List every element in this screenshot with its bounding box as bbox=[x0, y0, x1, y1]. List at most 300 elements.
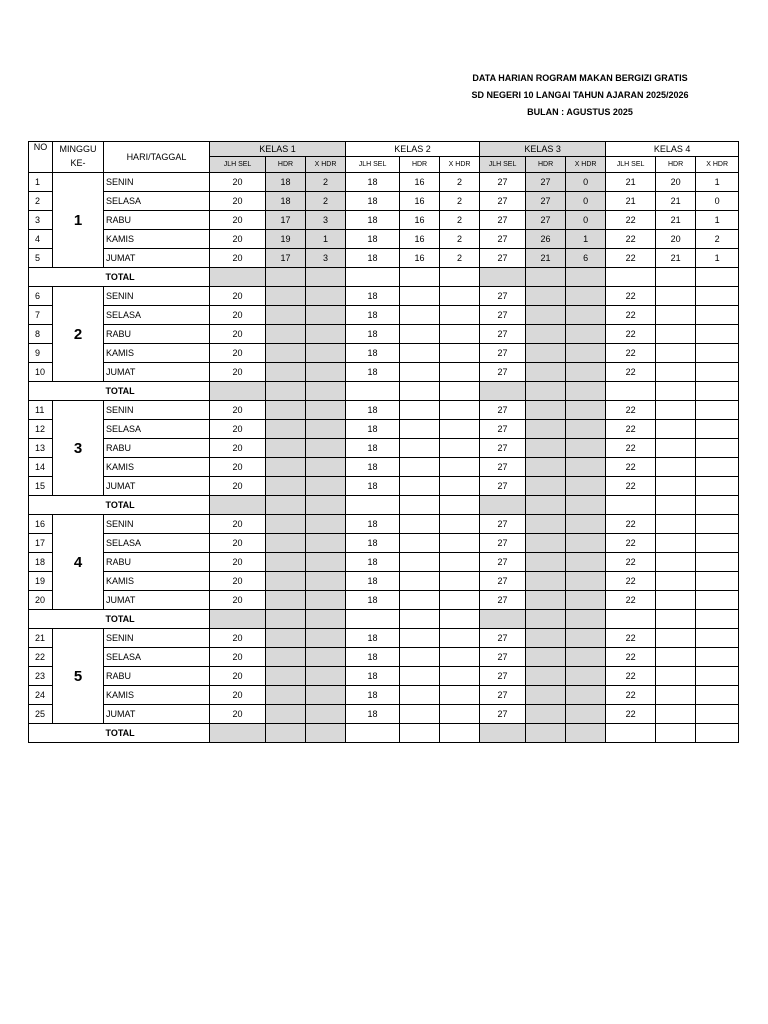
hdr-cell: 21 bbox=[656, 249, 696, 268]
header-row-1 bbox=[29, 142, 739, 157]
jlh-sel-cell: 18 bbox=[346, 686, 400, 705]
hdr-cell bbox=[266, 705, 306, 724]
hdr-cell: 27 bbox=[526, 211, 566, 230]
sub-x-hdr: X HDR bbox=[696, 157, 739, 173]
jlh-sel-cell: 27 bbox=[480, 686, 526, 705]
jlh-sel-cell: 20 bbox=[210, 401, 266, 420]
x-hdr-cell bbox=[306, 439, 346, 458]
hdr-cell bbox=[656, 458, 696, 477]
jlh-sel-cell: 18 bbox=[346, 591, 400, 610]
x-hdr-cell: 3 bbox=[306, 249, 346, 268]
x-hdr-cell bbox=[440, 534, 480, 553]
jlh-sel-cell: 27 bbox=[480, 629, 526, 648]
jlh-sel-cell: 27 bbox=[480, 287, 526, 306]
jlh-sel-cell: 27 bbox=[480, 420, 526, 439]
jlh-sel-cell: 20 bbox=[210, 515, 266, 534]
jlh-sel-cell: 22 bbox=[606, 515, 656, 534]
row-no: 25 bbox=[29, 705, 53, 724]
jlh-sel-cell: 27 bbox=[480, 230, 526, 249]
hdr-cell bbox=[526, 344, 566, 363]
row-no: 1 bbox=[29, 173, 53, 192]
jlh-sel-cell: 22 bbox=[606, 648, 656, 667]
total-cell bbox=[526, 382, 566, 401]
x-hdr-cell: 2 bbox=[696, 230, 739, 249]
row-no: 23 bbox=[29, 667, 53, 686]
jlh-sel-cell: 22 bbox=[606, 439, 656, 458]
jlh-sel-cell: 22 bbox=[606, 230, 656, 249]
hdr-cell bbox=[526, 287, 566, 306]
hdr-cell bbox=[266, 401, 306, 420]
total-label: TOTAL bbox=[104, 724, 210, 743]
row-no: 20 bbox=[29, 591, 53, 610]
x-hdr-cell bbox=[440, 420, 480, 439]
title-line-1: DATA HARIAN ROGRAM MAKAN BERGIZI GRATIS bbox=[472, 73, 688, 83]
total-label: TOTAL bbox=[104, 610, 210, 629]
attendance-table bbox=[28, 141, 739, 743]
jlh-sel-cell: 18 bbox=[346, 458, 400, 477]
jlh-sel-cell: 27 bbox=[480, 192, 526, 211]
x-hdr-cell bbox=[566, 458, 606, 477]
total-row bbox=[29, 268, 739, 287]
hdr-cell bbox=[266, 477, 306, 496]
x-hdr-cell bbox=[306, 458, 346, 477]
table-row bbox=[29, 420, 739, 439]
jlh-sel-cell: 18 bbox=[346, 629, 400, 648]
x-hdr-cell bbox=[440, 591, 480, 610]
row-day: KAMIS bbox=[104, 230, 210, 249]
row-day: RABU bbox=[104, 667, 210, 686]
row-no: 17 bbox=[29, 534, 53, 553]
hdr-cell bbox=[656, 686, 696, 705]
jlh-sel-cell: 20 bbox=[210, 325, 266, 344]
x-hdr-cell bbox=[696, 553, 739, 572]
jlh-sel-cell: 22 bbox=[606, 534, 656, 553]
hdr-cell: 18 bbox=[266, 173, 306, 192]
hdr-cell bbox=[400, 629, 440, 648]
total-cell bbox=[210, 610, 266, 629]
hdr-cell bbox=[656, 572, 696, 591]
jlh-sel-cell: 22 bbox=[606, 705, 656, 724]
hdr-cell bbox=[656, 344, 696, 363]
x-hdr-cell bbox=[696, 572, 739, 591]
total-cell bbox=[696, 496, 739, 515]
hdr-cell bbox=[656, 401, 696, 420]
hdr-cell bbox=[266, 553, 306, 572]
x-hdr-cell bbox=[306, 705, 346, 724]
x-hdr-cell bbox=[440, 401, 480, 420]
hdr-cell bbox=[266, 287, 306, 306]
jlh-sel-cell: 18 bbox=[346, 401, 400, 420]
x-hdr-cell bbox=[696, 648, 739, 667]
hdr-cell bbox=[400, 458, 440, 477]
hdr-cell: 21 bbox=[526, 249, 566, 268]
x-hdr-cell: 2 bbox=[440, 249, 480, 268]
hdr-cell bbox=[656, 515, 696, 534]
x-hdr-cell bbox=[306, 534, 346, 553]
total-cell bbox=[440, 724, 480, 743]
total-cell bbox=[346, 724, 400, 743]
jlh-sel-cell: 20 bbox=[210, 211, 266, 230]
total-cell bbox=[606, 610, 656, 629]
total-cell bbox=[400, 268, 440, 287]
jlh-sel-cell: 18 bbox=[346, 705, 400, 724]
hdr-cell: 16 bbox=[400, 211, 440, 230]
table-row bbox=[29, 667, 739, 686]
hdr-cell bbox=[656, 420, 696, 439]
hdr-cell bbox=[400, 306, 440, 325]
jlh-sel-cell: 18 bbox=[346, 211, 400, 230]
hdr-cell bbox=[266, 344, 306, 363]
row-no: 5 bbox=[29, 249, 53, 268]
jlh-sel-cell: 20 bbox=[210, 230, 266, 249]
total-cell bbox=[480, 382, 526, 401]
hdr-cell bbox=[266, 629, 306, 648]
row-day: SENIN bbox=[104, 287, 210, 306]
x-hdr-cell bbox=[566, 325, 606, 344]
hdr-cell: 21 bbox=[656, 211, 696, 230]
x-hdr-cell bbox=[440, 306, 480, 325]
total-label: TOTAL bbox=[104, 496, 210, 515]
total-cell bbox=[400, 610, 440, 629]
x-hdr-cell bbox=[566, 667, 606, 686]
total-cell bbox=[440, 268, 480, 287]
table-row bbox=[29, 287, 739, 306]
total-cell bbox=[346, 610, 400, 629]
total-cell bbox=[266, 496, 306, 515]
x-hdr-cell bbox=[306, 344, 346, 363]
hdr-cell bbox=[400, 705, 440, 724]
total-cell bbox=[656, 610, 696, 629]
header-kelas-1: KELAS 1 bbox=[210, 142, 346, 157]
row-day: SELASA bbox=[104, 534, 210, 553]
row-day: RABU bbox=[104, 439, 210, 458]
x-hdr-cell bbox=[440, 344, 480, 363]
jlh-sel-cell: 22 bbox=[606, 401, 656, 420]
jlh-sel-cell: 20 bbox=[210, 439, 266, 458]
x-hdr-cell bbox=[696, 287, 739, 306]
hdr-cell bbox=[526, 572, 566, 591]
hdr-cell bbox=[526, 591, 566, 610]
x-hdr-cell bbox=[306, 667, 346, 686]
jlh-sel-cell: 22 bbox=[606, 211, 656, 230]
row-no: 18 bbox=[29, 553, 53, 572]
jlh-sel-cell: 18 bbox=[346, 230, 400, 249]
total-cell bbox=[210, 496, 266, 515]
row-day: JUMAT bbox=[104, 249, 210, 268]
hdr-cell bbox=[526, 401, 566, 420]
x-hdr-cell bbox=[566, 553, 606, 572]
x-hdr-cell bbox=[306, 648, 346, 667]
jlh-sel-cell: 20 bbox=[210, 553, 266, 572]
jlh-sel-cell: 27 bbox=[480, 553, 526, 572]
table-row bbox=[29, 344, 739, 363]
total-cell bbox=[656, 382, 696, 401]
x-hdr-cell bbox=[566, 705, 606, 724]
x-hdr-cell bbox=[566, 648, 606, 667]
table-row bbox=[29, 249, 739, 268]
total-cell bbox=[440, 382, 480, 401]
hdr-cell bbox=[656, 439, 696, 458]
jlh-sel-cell: 20 bbox=[210, 458, 266, 477]
total-cell bbox=[696, 268, 739, 287]
x-hdr-cell bbox=[696, 591, 739, 610]
hdr-cell bbox=[656, 648, 696, 667]
jlh-sel-cell: 18 bbox=[346, 306, 400, 325]
week-number: 1 bbox=[53, 173, 104, 268]
jlh-sel-cell: 22 bbox=[606, 363, 656, 382]
jlh-sel-cell: 18 bbox=[346, 439, 400, 458]
total-label: TOTAL bbox=[104, 268, 210, 287]
hdr-cell bbox=[526, 477, 566, 496]
jlh-sel-cell: 27 bbox=[480, 173, 526, 192]
jlh-sel-cell: 22 bbox=[606, 344, 656, 363]
table-row bbox=[29, 534, 739, 553]
total-blank bbox=[29, 496, 104, 515]
table-row bbox=[29, 686, 739, 705]
row-day: KAMIS bbox=[104, 458, 210, 477]
hdr-cell bbox=[656, 591, 696, 610]
week-number: 3 bbox=[53, 401, 104, 496]
x-hdr-cell bbox=[566, 344, 606, 363]
total-label: TOTAL bbox=[104, 382, 210, 401]
x-hdr-cell bbox=[306, 420, 346, 439]
row-no: 2 bbox=[29, 192, 53, 211]
hdr-cell: 20 bbox=[656, 230, 696, 249]
total-cell bbox=[656, 724, 696, 743]
sub-x-hdr: X HDR bbox=[566, 157, 606, 173]
x-hdr-cell bbox=[566, 306, 606, 325]
x-hdr-cell bbox=[696, 629, 739, 648]
hdr-cell bbox=[400, 344, 440, 363]
row-day: SELASA bbox=[104, 192, 210, 211]
x-hdr-cell bbox=[440, 553, 480, 572]
x-hdr-cell bbox=[440, 686, 480, 705]
jlh-sel-cell: 18 bbox=[346, 648, 400, 667]
hdr-cell bbox=[656, 306, 696, 325]
jlh-sel-cell: 20 bbox=[210, 705, 266, 724]
jlh-sel-cell: 18 bbox=[346, 534, 400, 553]
jlh-sel-cell: 27 bbox=[480, 211, 526, 230]
jlh-sel-cell: 20 bbox=[210, 173, 266, 192]
hdr-cell bbox=[526, 629, 566, 648]
hdr-cell bbox=[656, 534, 696, 553]
jlh-sel-cell: 20 bbox=[210, 648, 266, 667]
x-hdr-cell bbox=[566, 477, 606, 496]
x-hdr-cell: 1 bbox=[696, 249, 739, 268]
x-hdr-cell bbox=[696, 705, 739, 724]
hdr-cell bbox=[400, 572, 440, 591]
x-hdr-cell bbox=[566, 287, 606, 306]
hdr-cell bbox=[400, 325, 440, 344]
hdr-cell bbox=[526, 363, 566, 382]
jlh-sel-cell: 20 bbox=[210, 686, 266, 705]
x-hdr-cell bbox=[696, 667, 739, 686]
x-hdr-cell bbox=[440, 287, 480, 306]
x-hdr-cell bbox=[440, 629, 480, 648]
x-hdr-cell bbox=[566, 534, 606, 553]
x-hdr-cell bbox=[306, 401, 346, 420]
hdr-cell bbox=[656, 705, 696, 724]
x-hdr-cell bbox=[440, 325, 480, 344]
jlh-sel-cell: 27 bbox=[480, 648, 526, 667]
total-cell bbox=[526, 496, 566, 515]
hdr-cell bbox=[656, 325, 696, 344]
jlh-sel-cell: 20 bbox=[210, 477, 266, 496]
jlh-sel-cell: 18 bbox=[346, 515, 400, 534]
x-hdr-cell: 1 bbox=[696, 211, 739, 230]
jlh-sel-cell: 27 bbox=[480, 591, 526, 610]
row-day: JUMAT bbox=[104, 363, 210, 382]
hdr-cell bbox=[526, 439, 566, 458]
hdr-cell bbox=[400, 287, 440, 306]
hdr-cell bbox=[266, 363, 306, 382]
hdr-cell: 20 bbox=[656, 173, 696, 192]
row-no: 11 bbox=[29, 401, 53, 420]
sub-x-hdr: X HDR bbox=[306, 157, 346, 173]
hdr-cell bbox=[656, 477, 696, 496]
total-row bbox=[29, 496, 739, 515]
hdr-cell bbox=[266, 306, 306, 325]
hdr-cell bbox=[526, 705, 566, 724]
sub-hdr: HDR bbox=[656, 157, 696, 173]
jlh-sel-cell: 20 bbox=[210, 363, 266, 382]
row-day: SENIN bbox=[104, 173, 210, 192]
hdr-cell bbox=[266, 420, 306, 439]
total-cell bbox=[400, 724, 440, 743]
hdr-cell bbox=[526, 667, 566, 686]
row-no: 3 bbox=[29, 211, 53, 230]
header-hari: HARI/TAGGAL bbox=[104, 142, 210, 173]
hdr-cell bbox=[526, 458, 566, 477]
hdr-cell bbox=[266, 534, 306, 553]
jlh-sel-cell: 22 bbox=[606, 553, 656, 572]
hdr-cell bbox=[266, 325, 306, 344]
row-no: 21 bbox=[29, 629, 53, 648]
hdr-cell bbox=[400, 420, 440, 439]
hdr-cell bbox=[266, 648, 306, 667]
hdr-cell: 16 bbox=[400, 173, 440, 192]
x-hdr-cell bbox=[566, 629, 606, 648]
row-day: RABU bbox=[104, 325, 210, 344]
jlh-sel-cell: 27 bbox=[480, 667, 526, 686]
jlh-sel-cell: 27 bbox=[480, 325, 526, 344]
jlh-sel-cell: 27 bbox=[480, 344, 526, 363]
jlh-sel-cell: 20 bbox=[210, 192, 266, 211]
hdr-cell bbox=[526, 515, 566, 534]
hdr-cell: 19 bbox=[266, 230, 306, 249]
jlh-sel-cell: 18 bbox=[346, 249, 400, 268]
jlh-sel-cell: 22 bbox=[606, 249, 656, 268]
x-hdr-cell bbox=[440, 515, 480, 534]
jlh-sel-cell: 18 bbox=[346, 477, 400, 496]
table-row bbox=[29, 458, 739, 477]
table-row bbox=[29, 439, 739, 458]
row-no: 13 bbox=[29, 439, 53, 458]
jlh-sel-cell: 20 bbox=[210, 306, 266, 325]
x-hdr-cell: 1 bbox=[696, 173, 739, 192]
jlh-sel-cell: 21 bbox=[606, 173, 656, 192]
jlh-sel-cell: 20 bbox=[210, 591, 266, 610]
x-hdr-cell bbox=[306, 572, 346, 591]
x-hdr-cell bbox=[440, 458, 480, 477]
total-blank bbox=[29, 382, 104, 401]
row-no: 7 bbox=[29, 306, 53, 325]
x-hdr-cell bbox=[306, 363, 346, 382]
hdr-cell bbox=[400, 591, 440, 610]
table-row bbox=[29, 211, 739, 230]
x-hdr-cell bbox=[696, 439, 739, 458]
total-cell bbox=[480, 610, 526, 629]
week-number: 4 bbox=[53, 515, 104, 610]
x-hdr-cell bbox=[306, 629, 346, 648]
row-no: 24 bbox=[29, 686, 53, 705]
week-number: 5 bbox=[53, 629, 104, 724]
row-day: KAMIS bbox=[104, 572, 210, 591]
x-hdr-cell bbox=[696, 477, 739, 496]
x-hdr-cell: 2 bbox=[440, 192, 480, 211]
total-cell bbox=[480, 496, 526, 515]
table-row bbox=[29, 401, 739, 420]
sub-hdr: HDR bbox=[526, 157, 566, 173]
row-day: KAMIS bbox=[104, 686, 210, 705]
jlh-sel-cell: 22 bbox=[606, 629, 656, 648]
total-cell bbox=[400, 382, 440, 401]
total-cell bbox=[266, 724, 306, 743]
x-hdr-cell bbox=[440, 648, 480, 667]
total-cell bbox=[566, 382, 606, 401]
hdr-cell bbox=[526, 534, 566, 553]
total-cell bbox=[606, 268, 656, 287]
table-row bbox=[29, 515, 739, 534]
hdr-cell bbox=[400, 667, 440, 686]
jlh-sel-cell: 18 bbox=[346, 363, 400, 382]
total-cell bbox=[566, 268, 606, 287]
hdr-cell bbox=[526, 420, 566, 439]
x-hdr-cell bbox=[440, 477, 480, 496]
jlh-sel-cell: 22 bbox=[606, 458, 656, 477]
table-row bbox=[29, 705, 739, 724]
hdr-cell: 27 bbox=[526, 192, 566, 211]
hdr-cell bbox=[526, 306, 566, 325]
hdr-cell: 16 bbox=[400, 249, 440, 268]
table-row bbox=[29, 306, 739, 325]
hdr-cell bbox=[400, 401, 440, 420]
jlh-sel-cell: 22 bbox=[606, 325, 656, 344]
x-hdr-cell bbox=[696, 325, 739, 344]
table-row bbox=[29, 648, 739, 667]
jlh-sel-cell: 20 bbox=[210, 287, 266, 306]
total-cell bbox=[400, 496, 440, 515]
table-row bbox=[29, 629, 739, 648]
total-cell bbox=[306, 610, 346, 629]
row-no: 8 bbox=[29, 325, 53, 344]
total-cell bbox=[266, 268, 306, 287]
x-hdr-cell bbox=[306, 325, 346, 344]
hdr-cell: 27 bbox=[526, 173, 566, 192]
hdr-cell bbox=[400, 439, 440, 458]
jlh-sel-cell: 27 bbox=[480, 306, 526, 325]
hdr-cell: 16 bbox=[400, 230, 440, 249]
x-hdr-cell bbox=[696, 401, 739, 420]
x-hdr-cell bbox=[696, 686, 739, 705]
hdr-cell bbox=[266, 515, 306, 534]
total-cell bbox=[210, 382, 266, 401]
jlh-sel-cell: 20 bbox=[210, 249, 266, 268]
x-hdr-cell bbox=[696, 363, 739, 382]
x-hdr-cell: 2 bbox=[306, 173, 346, 192]
x-hdr-cell bbox=[696, 344, 739, 363]
total-cell bbox=[656, 496, 696, 515]
